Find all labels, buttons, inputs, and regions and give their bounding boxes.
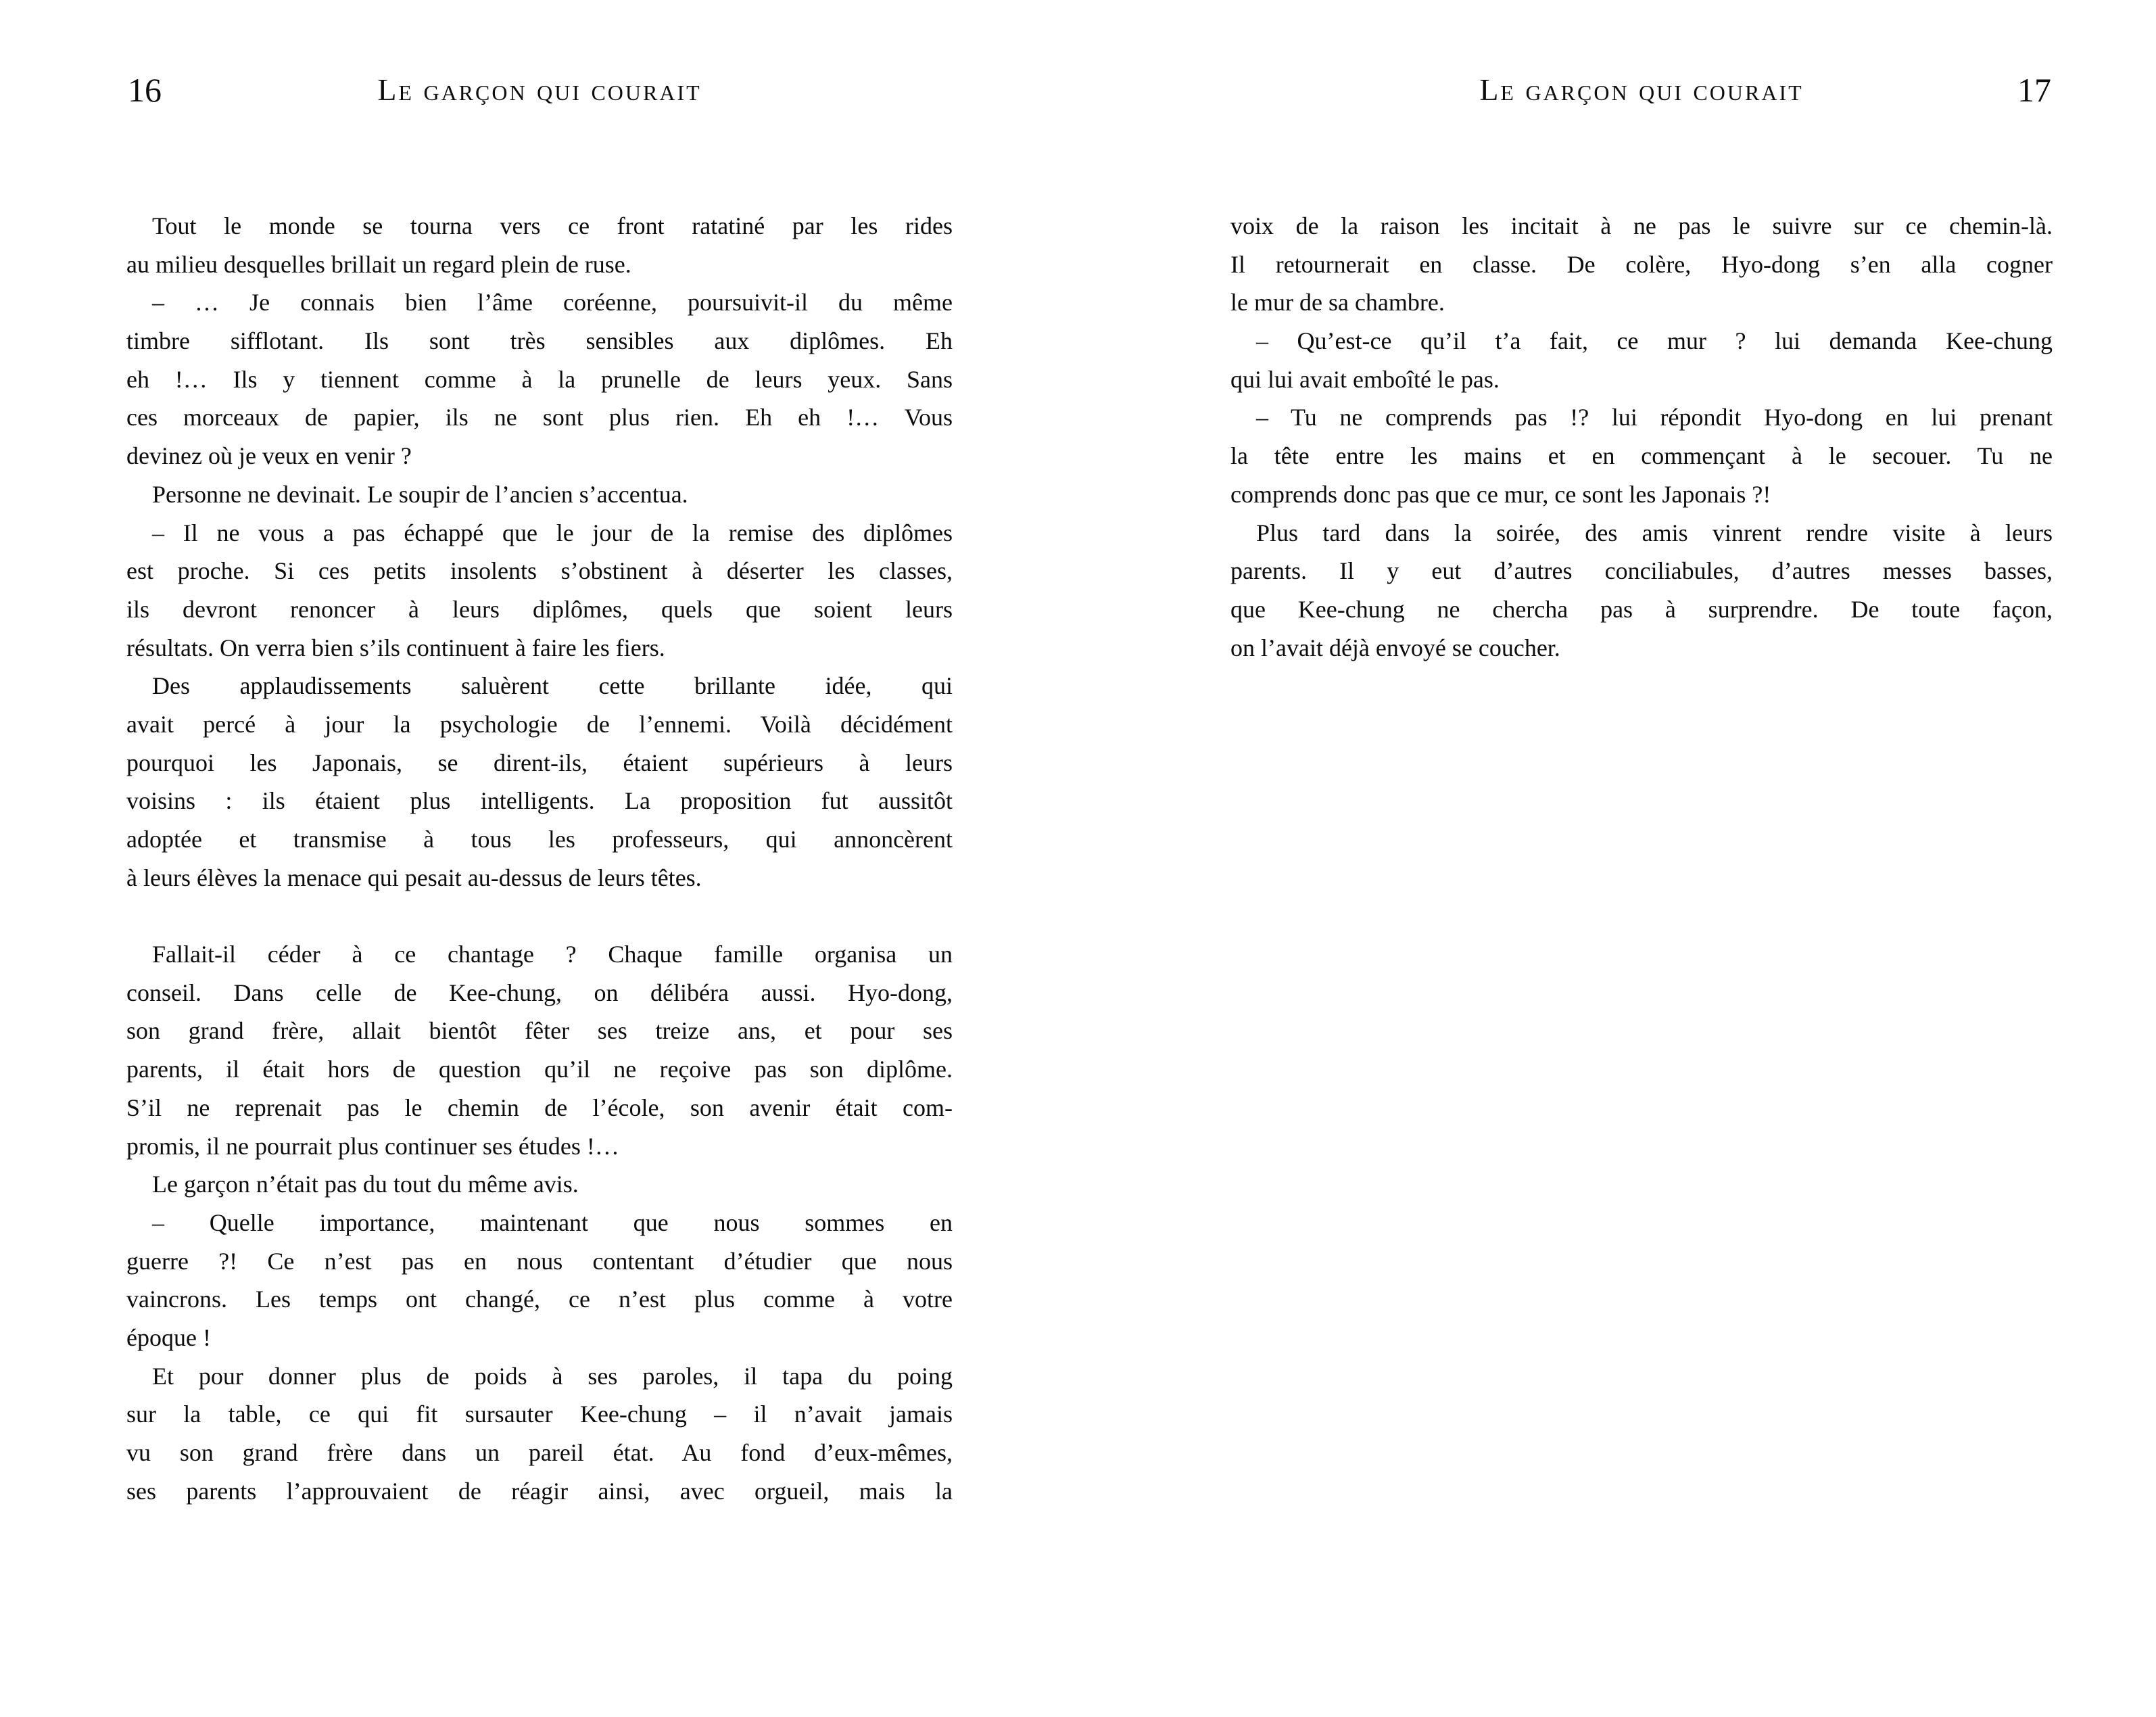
text-line: Personne ne devinait. Le soupir de l’ancien s’accentua. <box>152 480 688 508</box>
text-line: est proche. Si ces petits insolents s’obstinent à déserter les classes, <box>126 557 953 585</box>
text-line: on l’avait déjà envoyé se coucher. <box>1230 634 1560 661</box>
paragraph <box>126 207 953 283</box>
running-head-right: Le garçon qui courait <box>1479 72 1804 107</box>
text-line: époque ! <box>126 1323 211 1351</box>
text-line: son grand frère, allait bientôt fêter ses treize ans, et pour ses <box>126 1017 953 1045</box>
text-line: – Quelle importance, maintenant que nous sommes en <box>152 1208 953 1236</box>
text-line: comprends donc pas que ce mur, ce sont les Japonais ?! <box>1230 480 1771 508</box>
text-line: guerre ?! Ce n’est pas en nous contentant d’étudier que nous <box>126 1247 953 1275</box>
paragraph <box>126 1357 953 1511</box>
text-line: – Qu’est-ce qu’il t’a fait, ce mur ? lui demanda Kee-chung <box>1256 327 2053 355</box>
text-line: parents, il était hors de question qu’il ne reçoive pas son diplôme. <box>126 1056 953 1083</box>
text-line: – Il ne vous a pas échappé que le jour de la remise des diplômes <box>152 519 953 546</box>
text-line: – Tu ne comprends pas !? lui répondit Hyo-dong en lui prenant <box>1256 404 2053 431</box>
text-line: Fallait-il céder à ce chantage ? Chaque famille organisa un <box>152 941 953 968</box>
paragraph <box>1230 398 2053 513</box>
text-line: pourquoi les Japonais, se dirent-ils, étaient supérieurs à leurs <box>126 749 953 776</box>
text-line: devinez où je veux en venir ? <box>126 442 412 470</box>
paragraph <box>126 283 953 475</box>
page-number-right: 17 <box>2017 71 2051 109</box>
text-line: Plus tard dans la soirée, des amis vinrent rendre visite à leurs <box>1256 519 2053 546</box>
paragraph <box>126 667 953 897</box>
text-line: voisins : ils étaient plus intelligents. La proposition fut aussitôt <box>126 787 953 815</box>
paragraph <box>1230 322 2053 398</box>
text-line: ses parents l’approuvaient de réagir ainsi, avec orgueil, mais la <box>126 1477 953 1505</box>
text-line: la tête entre les mains et en commençant à le secouer. Tu ne <box>1230 442 2053 470</box>
text-line: à leurs élèves la menace qui pesait au-dessus de leurs têtes. <box>126 864 702 891</box>
text-line: conseil. Dans celle de Kee-chung, on délibéra aussi. Hyo-dong, <box>126 979 953 1006</box>
paragraph <box>1230 207 2053 322</box>
running-head-left: Le garçon qui courait <box>377 72 702 107</box>
text-line: eh !… Ils y tiennent comme à la prunelle de leurs yeux. Sans <box>126 365 953 393</box>
text-line: Et pour donner plus de poids à ses paroles, il tapa du poing <box>152 1362 953 1390</box>
page-left-header <box>126 70 953 112</box>
page-left-body <box>126 207 953 1510</box>
text-line: ils devront renoncer à leurs diplômes, quels que soient leurs <box>126 595 953 623</box>
text-line: Des applaudissements saluèrent cette brillante idée, qui <box>152 672 953 700</box>
text-line: avait percé à jour la psychologie de l’ennemi. Voilà décidément <box>126 710 953 738</box>
paragraph <box>126 935 953 1165</box>
text-line: – … Je connais bien l’âme coréenne, poursuivit-il du même <box>152 289 953 316</box>
text-line: promis, il ne pourrait plus continuer ses études !… <box>126 1132 619 1160</box>
page-right-header <box>1230 70 2053 112</box>
text-line: vaincrons. Les temps ont changé, ce n’est plus comme à votre <box>126 1286 953 1313</box>
paragraph <box>1230 514 2053 667</box>
text-line: que Kee-chung ne chercha pas à surprendre. De toute façon, <box>1230 595 2053 623</box>
text-line: timbre sifflotant. Ils sont très sensibles aux diplômes. Eh <box>126 327 953 355</box>
page-right-body <box>1230 207 2053 667</box>
text-line: parents. Il y eut d’autres conciliabules, d’autres messes basses, <box>1230 557 2053 585</box>
text-line: Tout le monde se tourna vers ce front ratatiné par les rides <box>152 212 953 239</box>
paragraph <box>126 1204 953 1357</box>
text-line: voix de la raison les incitait à ne pas le suivre sur ce chemin-là. <box>1230 212 2053 239</box>
paragraph <box>126 514 953 667</box>
paragraph <box>126 1165 953 1204</box>
text-line: vu son grand frère dans un pareil état. Au fond d’eux-mêmes, <box>126 1439 953 1466</box>
text-line: Il retournerait en classe. De colère, Hyo-dong s’en alla cogner <box>1230 250 2053 278</box>
text-line: Le garçon n’était pas du tout du même avis. <box>152 1171 579 1198</box>
text-line: ces morceaux de papier, ils ne sont plus rien. Eh eh !… Vous <box>126 404 953 431</box>
text-line: adoptée et transmise à tous les professeurs, qui annoncèrent <box>126 826 953 853</box>
text-line: le mur de sa chambre. <box>1230 289 1445 316</box>
page-number-left: 16 <box>128 71 162 109</box>
text-line: résultats. On verra bien s’ils continuent à faire les fiers. <box>126 634 665 661</box>
text-line: qui lui avait emboîté le pas. <box>1230 365 1500 393</box>
text-line: au milieu desquelles brillait un regard plein de ruse. <box>126 250 631 278</box>
paragraph <box>126 475 953 514</box>
text-line: S’il ne reprenait pas le chemin de l’école, son avenir était com- <box>126 1093 953 1121</box>
text-line: sur la table, ce qui fit sursauter Kee-chung – il n’avait jamais <box>126 1401 953 1428</box>
